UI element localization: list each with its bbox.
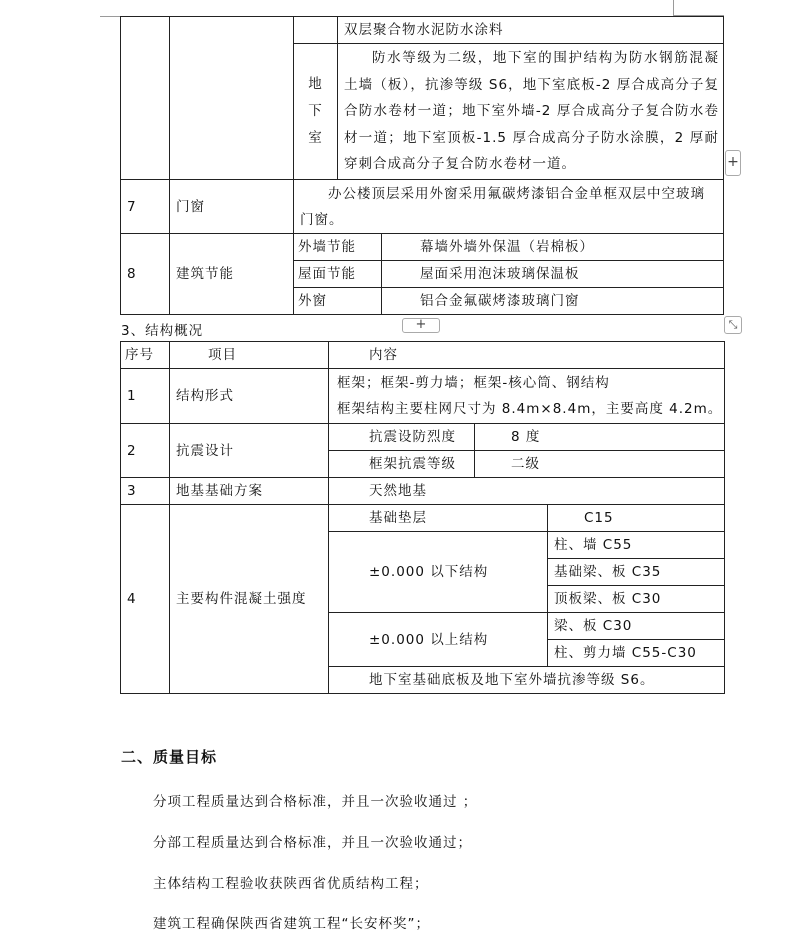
sub-label: ±0.000 以上结构 xyxy=(329,613,548,667)
sub-value: 顶板梁、板 C30 xyxy=(548,586,725,613)
row-number: 2 xyxy=(121,424,170,478)
quality-heading: 二、质量目标 xyxy=(121,748,218,766)
header-number: 序号 xyxy=(121,342,170,369)
sub-value: 二级 xyxy=(475,451,725,478)
content-line: 框架；框架-剪力墙；框架-核心筒、钢结构 xyxy=(337,375,610,391)
basement-label-char: 室 xyxy=(308,130,323,146)
row-item: 建筑节能 xyxy=(170,234,294,315)
sub-label: 基础垫层 xyxy=(329,505,548,532)
table-cell xyxy=(294,17,338,44)
sub-label: 屋面节能 xyxy=(294,261,382,288)
row-content xyxy=(329,369,725,424)
row-item: 地基基础方案 xyxy=(170,478,329,505)
row-number: 3 xyxy=(121,478,170,505)
header-item: 项目 xyxy=(170,342,329,369)
table-cell xyxy=(170,17,294,180)
quality-item: 分部工程质量达到合格标准，并且一次验收通过； xyxy=(153,835,472,851)
row-item: 抗震设计 xyxy=(170,424,329,478)
basement-label-char: 下 xyxy=(308,103,323,119)
add-column-button[interactable]: + xyxy=(402,318,440,333)
header-content: 内容 xyxy=(329,342,725,369)
quality-item: 建筑工程确保陕西省建筑工程“长安杯奖”； xyxy=(153,916,430,932)
quality-item: 分项工程质量达到合格标准，并且一次验收通过 ； xyxy=(153,794,478,810)
sub-label: 框架抗震等级 xyxy=(329,451,475,478)
sub-value: 屋面采用泡沫玻璃保温板 xyxy=(382,261,724,288)
row-number: 4 xyxy=(121,505,170,694)
sub-label: 外窗 xyxy=(294,288,382,315)
page-corner-mark-left xyxy=(100,0,122,17)
row-item: 门窗 xyxy=(170,180,294,234)
sub-value: C15 xyxy=(548,505,725,532)
sub-label: ±0.000 以下结构 xyxy=(329,532,548,613)
row-item: 结构形式 xyxy=(170,369,329,424)
row-number: 8 xyxy=(121,234,170,315)
table-cell xyxy=(121,17,170,180)
quality-item: 主体结构工程验收获陕西省优质结构工程； xyxy=(153,876,429,892)
sub-value: 幕墙外墙外保温（岩棉板） xyxy=(382,234,724,261)
row-number: 7 xyxy=(121,180,170,234)
row-note: 地下室基础底板及地下室外墙抗渗等级 S6。 xyxy=(329,667,725,694)
structure-table xyxy=(120,341,725,694)
row-content: 办公楼顶层采用外窗采用氟碳烤漆铝合金单框双层中空玻璃门窗。 xyxy=(294,180,724,234)
basement-label-char: 地 xyxy=(308,76,323,92)
table-resize-handle[interactable]: ⤡ xyxy=(724,316,742,334)
material-cell: 双层聚合物水泥防水涂料 xyxy=(338,17,724,44)
row-number: 1 xyxy=(121,369,170,424)
section-title: 3、结构概况 xyxy=(121,323,204,339)
basement-label xyxy=(294,44,338,180)
content-line: 框架结构主要柱网尺寸为 8.4m×8.4m，主要高度 4.2m。 xyxy=(337,401,723,417)
sub-value: 8 度 xyxy=(475,424,725,451)
sub-value: 柱、剪力墙 C55-C30 xyxy=(548,640,725,667)
sub-value: 梁、板 C30 xyxy=(548,613,725,640)
page-corner-mark-right xyxy=(673,0,674,16)
sub-value: 基础梁、板 C35 xyxy=(548,559,725,586)
sub-label: 抗震设防烈度 xyxy=(329,424,475,451)
row-content: 天然地基 xyxy=(329,478,725,505)
add-row-button[interactable]: + xyxy=(725,150,741,176)
basement-waterproof-text: 防水等级为二级，地下室的围护结构为防水钢筋混凝土墙（板），抗渗等级 S6，地下室底板-2 厚合成高分子复合防水卷材一道；地下室外墙-2 厚合成高分子复合防水卷材一道；地下室顶板-1.5 厚合成高分子防水涂膜，2 厚耐穿刺合成高分子复合防水卷材一道。 xyxy=(338,44,724,180)
sub-value: 柱、墙 C55 xyxy=(548,532,725,559)
architecture-table xyxy=(120,16,724,315)
sub-label: 外墙节能 xyxy=(294,234,382,261)
row-item: 主要构件混凝土强度 xyxy=(170,505,329,694)
sub-value: 铝合金氟碳烤漆玻璃门窗 xyxy=(382,288,724,315)
